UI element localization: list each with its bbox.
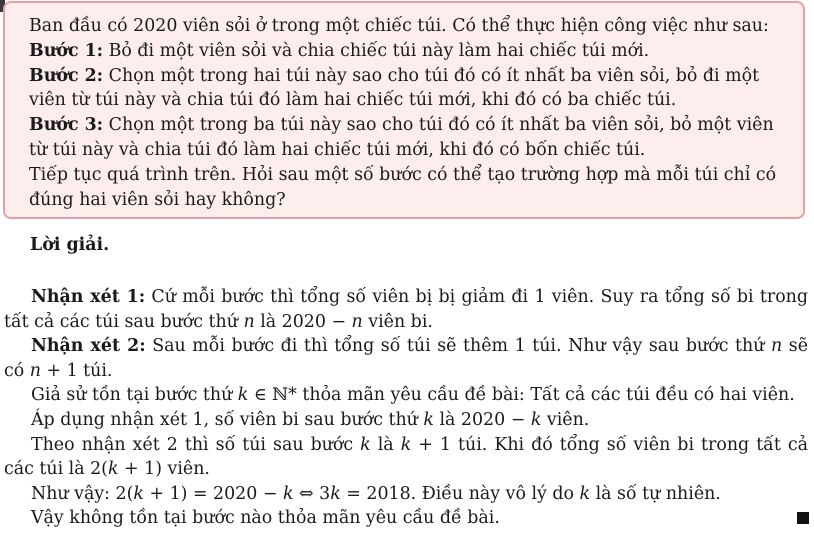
remark-text: Cứ mỗi bước thì tổng số viên bị bị giảm đi 1 viên. Suy ra tổng số bi trong tất cả các túi sau bước thứ: [4, 287, 809, 332]
remark-label: Nhận xét 2:: [31, 336, 146, 357]
var-k: k: [133, 483, 144, 504]
remark-text: sẽ có: [4, 336, 808, 381]
qed-square-icon: [797, 512, 809, 524]
step-label: Bước 3:: [29, 115, 104, 136]
assumption: [4, 383, 808, 408]
step-text: Chọn một trong ba túi này sao cho túi đó có ít nhất ba viên sỏi, bỏ một viên từ túi này và chia túi đó làm hai chiếc túi mới, khi đó có bốn chiếc túi.: [29, 115, 774, 160]
step-text: Chọn một trong hai túi này sao cho túi đó có ít nhất ba viên sỏi, bỏ đi một viên từ túi này và chia túi đó làm hai chiếc túi mới, khi đó có ba chiếc túi.: [29, 65, 760, 111]
var-n: n: [351, 311, 363, 332]
step-label: Bước 2:: [29, 65, 104, 86]
step-label: Bước 1:: [29, 40, 104, 61]
var-k: k: [107, 459, 119, 480]
var-k: k: [360, 434, 371, 455]
step-2: [29, 64, 781, 114]
var-k: k: [237, 385, 249, 406]
by2-text: là: [370, 434, 401, 455]
thus-text: + 1) = 2020 −: [143, 483, 283, 504]
remark-text: viên bi.: [362, 311, 433, 332]
var-k: k: [579, 483, 591, 504]
apply-text: Áp dụng nhận xét 1, số viên bi sau bước thứ: [31, 409, 424, 430]
apply-text: viên.: [541, 409, 590, 430]
var-k: k: [423, 409, 434, 430]
problem-box: [3, 1, 805, 219]
remark-1: [4, 285, 808, 334]
assume-text: Giả sử tồn tại bước thứ: [31, 385, 238, 406]
step-1: [29, 39, 781, 64]
step-3: [29, 113, 781, 163]
assume-text: ∈ ℕ* thỏa mãn yêu cầu đề bài: Tất cả các túi đều có hai viên.: [248, 385, 795, 406]
by2-text: + 1) viên.: [118, 459, 210, 480]
apply-text: là 2020 −: [433, 409, 531, 430]
by2-text: Theo nhận xét 2 thì số túi sau bước: [31, 434, 361, 455]
remark-label: Nhận xét 1:: [31, 287, 146, 307]
problem-question: Tiếp tục quá trình trên. Hỏi sau một số bước có thể tạo trường hợp mà mỗi túi chỉ có đúng hai viên sỏi hay không?: [29, 164, 777, 210]
conclusion: Vậy không tồn tại bước nào thỏa mãn yêu cầu đề bài.: [31, 508, 500, 529]
solution-body: [4, 285, 808, 531]
remark-text: Sau mỗi bước đi thì tổng số túi sẽ thêm 1 túi. Như vậy sau bước thứ: [145, 336, 771, 357]
thus-text: là số tự nhiên.: [590, 483, 721, 504]
var-k: k: [530, 409, 542, 430]
remark-text: + 1 túi.: [40, 360, 113, 381]
by2-text: + 1 túi. Khi đó tổng số viên bi trong tất cả các túi là 2(: [4, 434, 808, 480]
var-n: n: [29, 360, 41, 381]
thus-text: = 2018. Điều này vô lý do: [340, 483, 580, 504]
remark-text: là 2020 −: [254, 311, 352, 332]
apply-remark-1: [4, 408, 808, 433]
thus-text: ⇔ 3: [293, 483, 331, 504]
var-n: n: [243, 311, 255, 332]
contradiction: [4, 482, 808, 507]
var-k: k: [282, 483, 294, 504]
var-k: k: [330, 483, 341, 504]
thus-text: Như vậy: 2(: [31, 483, 134, 504]
by-remark-2: [4, 433, 808, 482]
solution-heading: Lời giải.: [30, 235, 110, 255]
remark-2: [4, 334, 808, 383]
var-k: k: [400, 434, 412, 455]
problem-intro: Ban đầu có 2020 viên sỏi ở trong một chiếc túi. Có thể thực hiện công việc như sau:: [29, 16, 769, 36]
var-n: n: [771, 336, 783, 357]
step-text: Bỏ đi một viên sỏi và chia chiếc túi này làm hai chiếc túi mới.: [103, 40, 650, 61]
